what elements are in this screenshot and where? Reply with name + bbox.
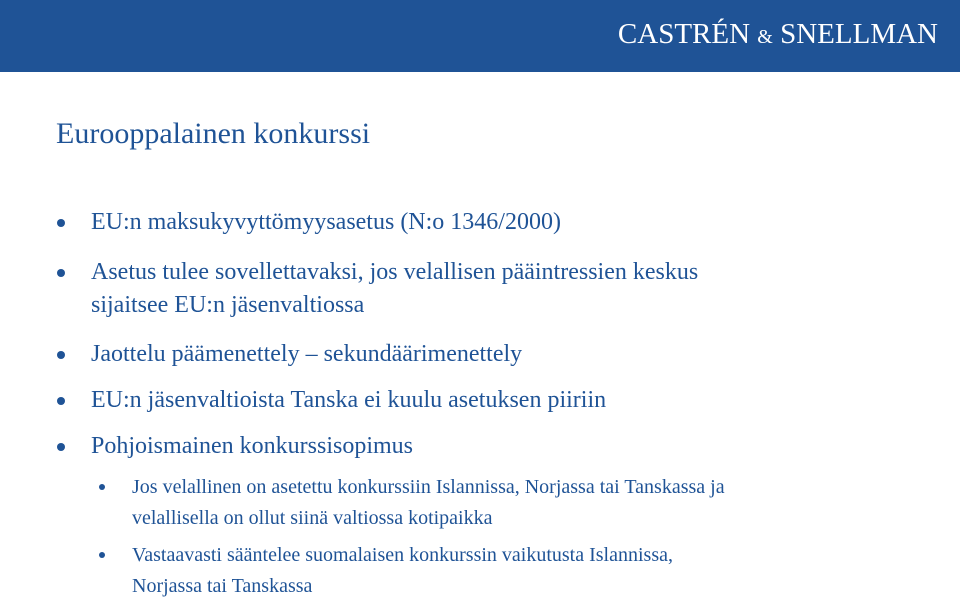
sub-bullet-item bbox=[132, 472, 932, 534]
bullet-item bbox=[91, 430, 911, 463]
bullet-text: EU:n jäsenvaltioista Tanska ei kuulu asetuksen piiriin bbox=[91, 387, 607, 413]
bullet-item bbox=[91, 256, 911, 322]
bullet-icon bbox=[57, 269, 65, 277]
sub-bullet-item bbox=[132, 540, 932, 602]
bullet-item bbox=[91, 206, 911, 239]
bullet-icon bbox=[57, 397, 65, 405]
slide-title: Eurooppalainen konkurssi bbox=[56, 117, 371, 150]
header-bar bbox=[0, 0, 960, 72]
company-logo bbox=[618, 18, 938, 51]
sub-bullet-icon bbox=[99, 552, 105, 558]
logo-text-snellman: SNELLMAN bbox=[780, 18, 938, 50]
sub-bullet-text: velallisella on ollut siinä valtiossa kotipaikka bbox=[132, 507, 493, 529]
bullet-icon bbox=[57, 351, 65, 359]
bullet-item bbox=[91, 384, 911, 417]
bullet-text: sijaitsee EU:n jäsenvaltiossa bbox=[91, 292, 365, 318]
bullet-icon bbox=[57, 443, 65, 451]
bullet-text: Asetus tulee sovellettavaksi, jos velallisen pääintressien keskus bbox=[91, 259, 699, 285]
logo-text-castren: CASTRÉN bbox=[617, 18, 751, 50]
logo-ampersand: & bbox=[757, 26, 773, 48]
bullet-text: Jaottelu päämenettely – sekundäärimenettely bbox=[91, 341, 523, 367]
sub-bullet-text: Norjassa tai Tanskassa bbox=[132, 575, 313, 597]
bullet-icon bbox=[57, 219, 65, 227]
bullet-text: EU:n maksukyvyttömyysasetus (N:o 1346/2000) bbox=[91, 209, 561, 235]
bullet-item bbox=[91, 338, 911, 371]
sub-bullet-icon bbox=[99, 484, 105, 490]
bullet-text: Pohjoismainen konkurssisopimus bbox=[91, 433, 414, 459]
sub-bullet-text: Jos velallinen on asetettu konkurssiin Islannissa, Norjassa tai Tanskassa ja bbox=[132, 476, 725, 498]
sub-bullet-text: Vastaavasti sääntelee suomalaisen konkurssin vaikutusta Islannissa, bbox=[132, 544, 673, 566]
